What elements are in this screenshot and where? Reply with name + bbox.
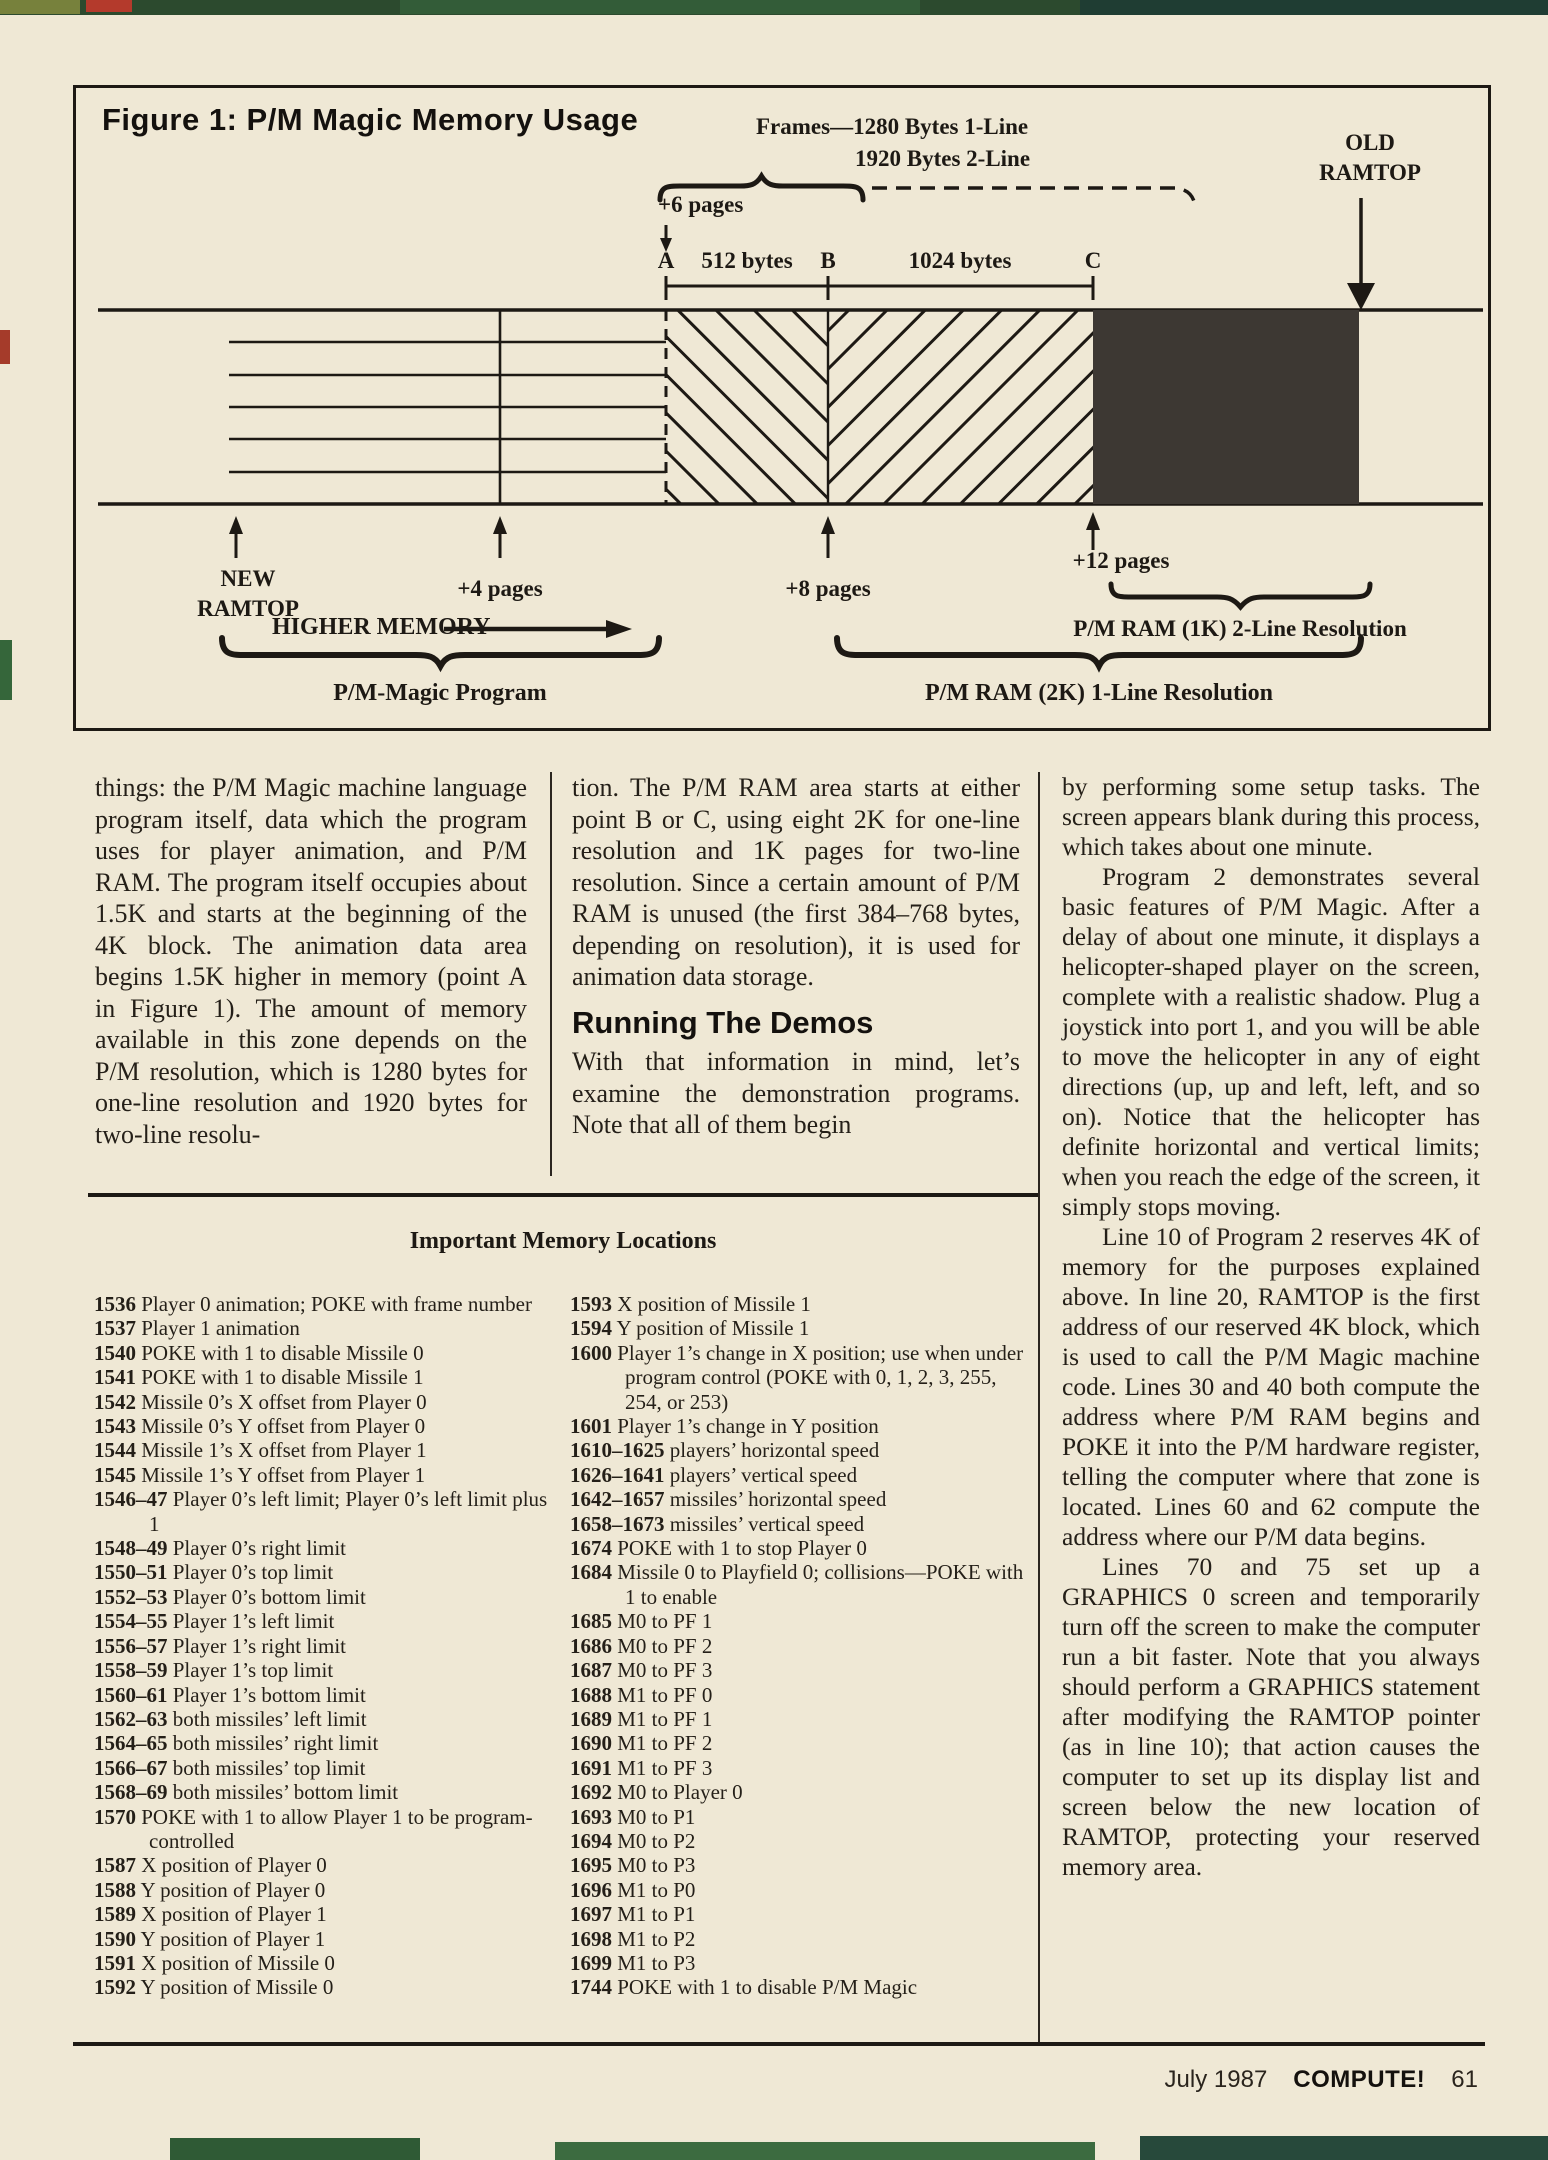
memory-location-entry: 1536 Player 0 animation; POKE with frame number <box>94 1292 532 1316</box>
memory-table-right-column <box>570 1292 1028 2000</box>
point-a-label: A <box>657 248 675 273</box>
memory-location-entry: 1685 M0 to PF 1 <box>570 1609 713 1634</box>
memory-location-entry: 1562–63 both missiles’ left limit <box>94 1706 367 1731</box>
memory-location-entry: 1697 M1 to P1 <box>570 1902 696 1927</box>
memory-location-entry: 1556–57 Player 1’s right limit <box>94 1633 346 1658</box>
footer-issue-date: July 1987 <box>1164 2066 1268 2093</box>
memory-location-entry: 1590 Y position of Player 1 <box>94 1926 326 1951</box>
footer-magazine-name: COMPUTE! <box>1293 2066 1426 2093</box>
memory-location-entry: 1694 M0 to P2 <box>570 1828 696 1853</box>
segment-1024-bytes-label: 1024 bytes <box>908 248 1012 273</box>
column-rule-1 <box>550 772 552 1176</box>
new-ramtop-label-line2: RAMTOP <box>197 596 299 621</box>
segment-512-bytes-label: 512 bytes <box>701 248 793 273</box>
program-rows <box>229 310 666 504</box>
memory-location-entry: 1568–69 both missiles’ bottom limit <box>94 1780 399 1805</box>
memory-location-entry: 1543 Missile 0’s Y offset from Player 0 <box>94 1414 426 1439</box>
old-ramtop-label-line2: RAMTOP <box>1319 160 1421 185</box>
memory-location-entry: 1593 X position of Missile 1 <box>570 1292 811 1316</box>
memory-location-entry: 1690 M1 to PF 2 <box>570 1731 713 1756</box>
memory-location-entry: 1658–1673 missiles’ vertical speed <box>570 1511 865 1536</box>
memory-table-title: Important Memory Locations <box>409 1228 717 1254</box>
brace-pm-ram-1k <box>1111 584 1370 607</box>
plus4-pages-label: +4 pages <box>457 576 543 601</box>
memory-location-entry: 1687 M0 to PF 3 <box>570 1658 713 1683</box>
scan-speck-left-green <box>0 640 12 700</box>
memory-location-entry: 1537 Player 1 animation <box>94 1316 300 1341</box>
column-2-paragraph-1: tion. The P/M RAM area starts at either point B or C, using eight 2K for one-line resolution and 1K pages for two-line resolution. Since a certain amount of P/M RAM is unused (the first 384–768 bytes, depending on resolution), it is used for animation data storage. <box>572 773 1020 991</box>
byte-scale <box>666 276 1093 300</box>
new-ramtop-label-line1: NEW <box>220 566 276 591</box>
memory-location-entry: 1688 M1 to PF 0 <box>570 1682 713 1707</box>
below-bar-arrows <box>229 512 1100 558</box>
pm-ram-2k-label: P/M RAM (2K) 1-Line Resolution <box>925 680 1273 706</box>
memory-location-entry: 1592 Y position of Missile 0 <box>94 1975 334 2000</box>
old-ramtop-label-line1: OLD <box>1345 130 1395 155</box>
memory-location-entry: 1552–53 Player 0’s bottom limit <box>94 1584 366 1609</box>
memory-location-entry: 1544 Missile 1’s X offset from Player 1 <box>94 1438 427 1463</box>
memory-location-entry: 1689 M1 to PF 1 <box>570 1706 713 1731</box>
footer-page-number: 61 <box>1451 2066 1478 2093</box>
scan-strip-bottom-3 <box>1140 2136 1548 2160</box>
memory-location-entry: 1693 M0 to P1 <box>570 1804 696 1829</box>
memory-location-entry: 1546–47 Player 0’s left limit; Player 0’s left limit plus 1 <box>94 1487 548 1536</box>
memory-location-entry: 1554–55 Player 1’s left limit <box>94 1609 335 1634</box>
memory-location-entry: 1610–1625 players’ horizontal speed <box>570 1438 880 1463</box>
pm-ram-1k-label: P/M RAM (1K) 2-Line Resolution <box>1073 616 1407 641</box>
memory-location-entry: 1699 M1 to P3 <box>570 1950 696 1975</box>
memory-location-entry: 1587 X position of Player 0 <box>94 1853 327 1878</box>
scan-speck-left-red <box>0 330 10 364</box>
page-footer <box>1165 2066 1478 2094</box>
memory-location-entry: 1674 POKE with 1 to stop Player 0 <box>570 1536 867 1561</box>
memory-location-entry: 1564–65 both missiles’ right limit <box>94 1731 379 1756</box>
section-heading-running-the-demos: Running The Demos <box>572 1004 874 1040</box>
plus12-pages-label: +12 pages <box>1072 548 1170 573</box>
memory-location-entry: 1560–61 Player 1’s bottom limit <box>94 1682 366 1707</box>
point-b-label: B <box>820 248 836 273</box>
column-3-paragraph-2: Program 2 demonstrates several basic features of P/M Magic. After a delay of about one minute, it displays a helicopter-shaped player on the screen, complete with a realistic shadow. Plug a joystick into port 1, and you will be able to move the helicopter in any of eight directions (up, up and left, left, and so on). Notice that the helicopter has definite horizontal and vertical limits; when you reach the edge of the screen, it simply stops moving. <box>1062 862 1480 1221</box>
column-2-paragraph-2: With that information in mind, let’s examine the demonstration programs. Note that all of them begin <box>572 1047 1020 1139</box>
memory-location-entry: 1692 M0 to Player 0 <box>570 1780 743 1805</box>
dashed-frame-extent <box>872 188 1195 206</box>
pm-magic-program-label: P/M-Magic Program <box>333 680 547 706</box>
memory-location-entry: 1541 POKE with 1 to disable Missile 1 <box>94 1365 424 1390</box>
memory-location-entry: 1744 POKE with 1 to disable P/M Magic <box>570 1975 918 2000</box>
figure-1-box <box>73 85 1491 731</box>
memory-location-entry: 1542 Missile 0’s X offset from Player 0 <box>94 1389 427 1414</box>
table-top-rule <box>88 1193 1038 1197</box>
frames-label-line2: 1920 Bytes 2-Line <box>855 146 1031 171</box>
article-column-2 <box>572 772 1020 1141</box>
memory-location-entry: 1684 Missile 0 to Playfield 0; collisions—POKE with 1 to enable <box>570 1560 1024 1609</box>
scan-strip-bottom-2 <box>555 2142 1095 2160</box>
page-bottom-rule <box>73 2042 1485 2046</box>
scan-strip-top-green <box>400 0 920 14</box>
figure-title: Figure 1: P/M Magic Memory Usage <box>102 102 639 137</box>
column-rule-2 <box>1038 772 1040 2042</box>
article-column-3 <box>1062 772 1480 1882</box>
column-3-paragraph-1: by performing some setup tasks. The screen appears blank during this process, which takes about one minute. <box>1062 772 1480 861</box>
memory-location-entry: 1588 Y position of Player 0 <box>94 1877 326 1902</box>
memory-location-entry: 1601 Player 1’s change in Y position <box>570 1414 879 1439</box>
memory-location-entry: 1642–1657 missiles’ horizontal speed <box>570 1487 887 1512</box>
memory-location-entry: 1691 M1 to PF 3 <box>570 1755 713 1780</box>
memory-location-entry: 1594 Y position of Missile 1 <box>570 1316 810 1341</box>
scan-strip-bottom-1 <box>170 2138 420 2160</box>
memory-location-entry: 1540 POKE with 1 to disable Missile 0 <box>94 1340 424 1365</box>
plus6-pages-label: +6 pages <box>658 192 744 217</box>
memory-location-entry: 1696 M1 to P0 <box>570 1877 696 1902</box>
memory-location-entry: 1566–67 both missiles’ top limit <box>94 1755 366 1780</box>
frames-label-line1: Frames—1280 Bytes 1-Line <box>756 114 1029 139</box>
memory-location-entry: 1698 M1 to P2 <box>570 1926 696 1951</box>
memory-table-left-column <box>94 1292 552 2000</box>
memory-location-entry: 1591 X position of Missile 0 <box>94 1950 335 1975</box>
point-c-label: C <box>1084 248 1102 273</box>
memory-location-entry: 1570 POKE with 1 to allow Player 1 to be program-controlled <box>94 1804 533 1853</box>
memory-location-entry: 1545 Missile 1’s Y offset from Player 1 <box>94 1462 426 1487</box>
plus8-pages-label: +8 pages <box>785 576 871 601</box>
scan-strip-top-red <box>86 0 132 12</box>
scan-strip-top-teal <box>1080 0 1548 15</box>
memory-location-entry: 1550–51 Player 0’s top limit <box>94 1560 334 1585</box>
old-ramtop-arrow <box>1347 198 1375 310</box>
memory-location-entry: 1600 Player 1’s change in X position; use when under program control (POKE with 0, 1, 2, 3, 255, 254, or 253) <box>570 1340 1024 1414</box>
brace-pm-ram-2k <box>837 638 1361 666</box>
brace-pm-magic-program <box>222 638 659 666</box>
memory-location-entry: 1558–59 Player 1’s top limit <box>94 1658 334 1683</box>
scan-strip-top-olive <box>0 0 80 14</box>
memory-location-entry: 1695 M0 to P3 <box>570 1853 696 1878</box>
hatch-region-ab <box>666 310 828 504</box>
memory-locations-table <box>88 1212 1038 2000</box>
column-3-paragraph-3: Line 10 of Program 2 reserves 4K of memory for the purposes explained above. In line 20, RAMTOP is the first address of our reserved 4K block, which is used to call the P/M Magic machine code. Lines 30 and 40 both compute the address where P/M RAM begins and POKE it into the P/M hardware register, telling the computer where that zone is located. Lines 60 and 62 compute the address where our P/M data begins. <box>1062 1222 1480 1551</box>
memory-location-entry: 1548–49 Player 0’s right limit <box>94 1536 346 1561</box>
hatch-region-bc <box>828 310 1093 504</box>
memory-location-entry: 1626–1641 players’ vertical speed <box>570 1462 858 1487</box>
memory-location-entry: 1686 M0 to PF 2 <box>570 1633 713 1658</box>
dark-memory-block <box>1093 310 1359 504</box>
column-3-paragraph-4: Lines 70 and 75 set up a GRAPHICS 0 screen and temporarily turn off the screen to make the computer run a bit faster. Note that you always should perform a GRAPHICS statement after modifying the RAMTOP pointer (as in line 10); that action causes the computer to set up its display list and screen below the new location of RAMTOP, protecting your reserved memory area. <box>1062 1552 1480 1881</box>
higher-memory-label: HIGHER MEMORY <box>272 614 491 640</box>
column-1-paragraph: things: the P/M Magic machine language program itself, data which the program uses for player animation, and P/M RAM. The program itself occupies about 1.5K and starts at the beginning of the 4K block. The animation data area begins 1.5K higher in memory (point A in Figure 1). The amount of memory available in this zone depends on the P/M resolution, which is 1280 bytes for one-line resolution and 1920 bytes for two-line resolu- <box>95 773 527 1149</box>
article-column-1 <box>95 772 527 1150</box>
memory-location-entry: 1589 X position of Player 1 <box>94 1902 327 1927</box>
